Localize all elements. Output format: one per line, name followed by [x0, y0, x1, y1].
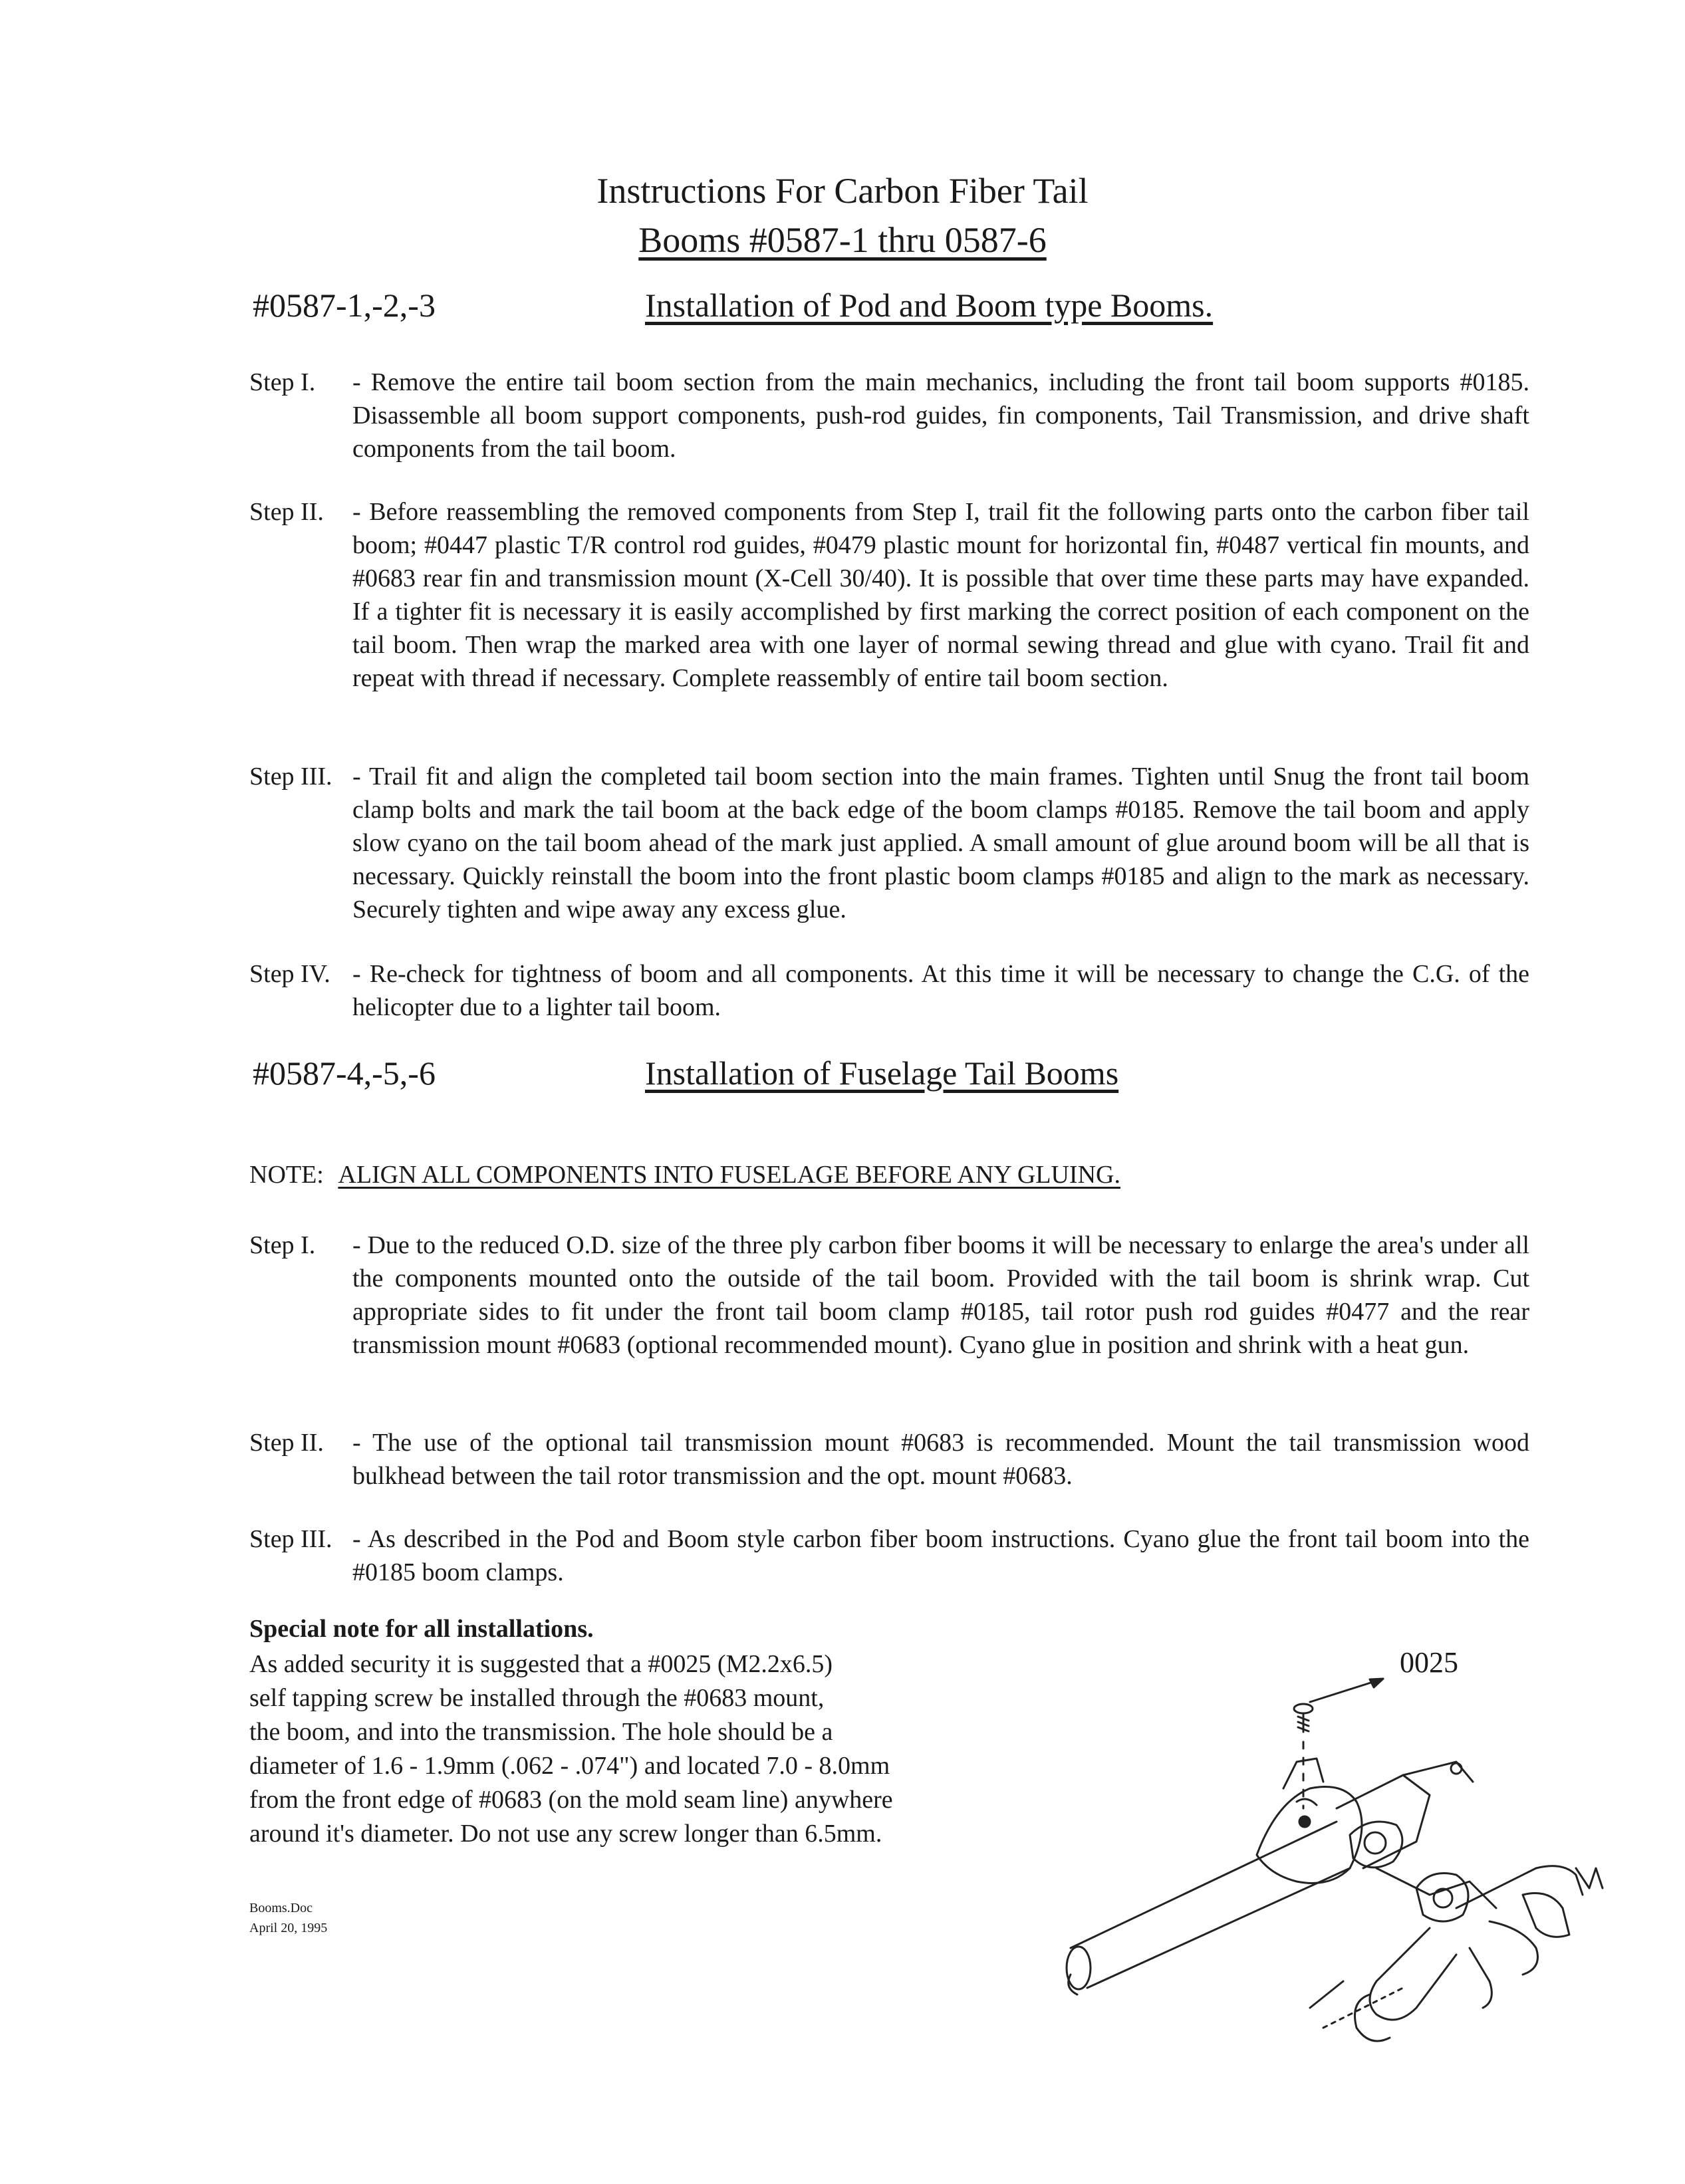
section1-heading: Installation of Pod and Boom type Booms.: [645, 287, 1214, 324]
section2-heading: Installation of Fuselage Tail Booms: [645, 1054, 1119, 1092]
step-label: Step III.: [249, 763, 332, 790]
special-note-line: from the front edge of #0683 (on the mold seam line) anywhere: [249, 1786, 893, 1814]
special-note-line: self tapping screw be installed through the #0683 mount,: [249, 1684, 825, 1712]
step-text: - The use of the optional tail transmission mount #0683 is recommended. Mount the tail transmission wood bulkhead between the tail rotor transmission and the opt. mount #0683.: [352, 1429, 1529, 1490]
special-note-body: [249, 1647, 1014, 1851]
special-note-line: the boom, and into the transmission. The hole should be a: [249, 1718, 833, 1746]
step-label: Step I.: [249, 368, 316, 396]
note: [249, 1160, 1120, 1189]
section1-step-4: [249, 957, 1529, 1024]
section1-step-3: [249, 760, 1529, 926]
special-note-line: As added security it is suggested that a #0025 (M2.2x6.5): [249, 1650, 833, 1678]
section1-step-1: [249, 366, 1529, 465]
special-note-heading: Special note for all installations.: [249, 1615, 594, 1643]
screw-callout-label: 0025: [1400, 1646, 1458, 1679]
step-label: Step II.: [249, 1429, 324, 1457]
section2-number: #0587-4,-5,-6: [253, 1054, 436, 1092]
section1-number: #0587-1,-2,-3: [253, 287, 436, 324]
special-note-line: diameter of 1.6 - 1.9mm (.062 - .074") and located 7.0 - 8.0mm: [249, 1752, 890, 1780]
special-note-line: around it's diameter. Do not use any screw longer than 6.5mm.: [249, 1820, 882, 1848]
footer-filename: Booms.Doc: [249, 1901, 313, 1915]
step-text: - Re-check for tightness of boom and all components. At this time it will be necessary to change the C.G. of the helicopter due to a lighter tail boom.: [352, 960, 1529, 1021]
section2-step-2: [249, 1426, 1529, 1493]
title-line-1: Instructions For Carbon Fiber Tail: [596, 171, 1089, 211]
step-text: - Due to the reduced O.D. size of the three ply carbon fiber booms it will be necessary to enlarge the area's under all the components mounted onto the outside of the tail boom. Provided with the tail boom is shrink wrap. Cut appropriate sides to fit under the front tail boom clamp #0185, tail rotor push rod guides #0477 and the rear transmission mount #0683 (optional recommended mount). Cyano glue in position and shrink with a heat gun.: [352, 1231, 1529, 1359]
note-text: ALIGN ALL COMPONENTS INTO FUSELAGE BEFORE ANY GLUING.: [338, 1161, 1120, 1189]
step-text: - Trail fit and align the completed tail boom section into the main frames. Tighten until Snug the front tail boom clamp bolts and mark the tail boom at the back edge of the boom clamps #0185. Remove the tail boom and apply slow cyano on the tail boom ahead of the mark just applied. A small amount of glue around boom will be all that is necessary. Quickly reinstall the boom into the front plastic boom clamps #0185 and align to the mark as necessary. Securely tighten and wipe away any excess glue.: [352, 763, 1529, 923]
footer: [249, 1898, 327, 1938]
document-title: [0, 166, 1685, 265]
step-text: - Before reassembling the removed components from Step I, trail fit the following parts onto the carbon fiber tail boom; #0447 plastic T/R control rod guides, #0479 plastic mount for horizontal fin, #0487 vertical fin mounts, and #0683 rear fin and transmission mount (X-Cell 30/40). It is possible that over time these parts may have expanded. If a tighter fit is necessary it is easily accomplished by first marking the correct position of each component on the tail boom. Then wrap the marked area with one layer of normal sewing thread and glue with cyano. Trail fit and repeat with thread if necessary. Complete reassembly of entire tail boom section.: [352, 498, 1529, 692]
step-text: - Remove the entire tail boom section from the main mechanics, including the front tail boom supports #0185. Disassemble all boom support components, push-rod guides, fin components, Tail Transmission, and drive shaft components from the tail boom.: [352, 368, 1529, 463]
footer-date: April 20, 1995: [249, 1921, 328, 1935]
tail-boom-assembly-drawing-icon: [1057, 1669, 1649, 2061]
title-line-2: Booms #0587-1 thru 0587-6: [638, 220, 1047, 260]
note-label: NOTE:: [249, 1161, 324, 1189]
step-label: Step III.: [249, 1525, 332, 1553]
step-label: Step I.: [249, 1231, 316, 1259]
step-text: - As described in the Pod and Boom style carbon fiber boom instructions. Cyano glue the front tail boom into the #0185 boom clamps.: [352, 1525, 1529, 1586]
section1-step-2: [249, 495, 1529, 695]
section2-step-1: [249, 1229, 1529, 1362]
step-label: Step II.: [249, 498, 324, 526]
section2-step-3: [249, 1522, 1529, 1589]
step-label: Step IV.: [249, 960, 330, 988]
